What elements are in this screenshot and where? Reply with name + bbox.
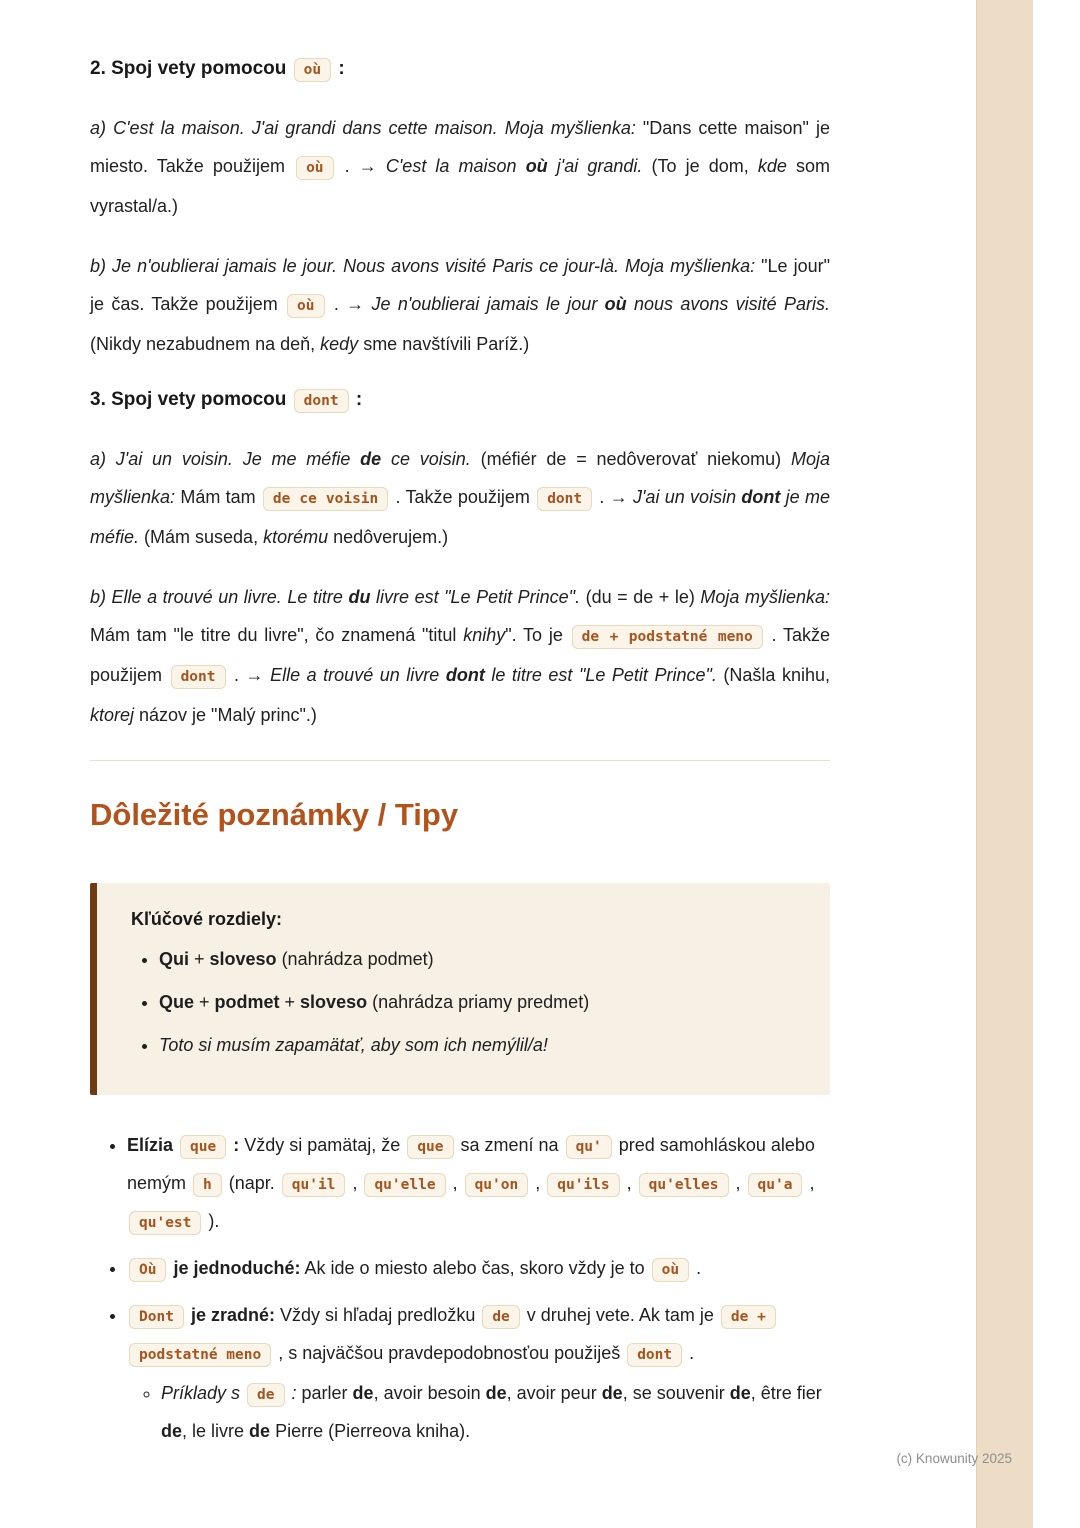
code-chip: que [407, 1135, 453, 1159]
text-segment: sloveso [209, 949, 277, 969]
text-segment: názov je "Malý princ".) [134, 705, 317, 725]
text-segment: ce voisin. [381, 449, 471, 469]
code-chip: qu' [566, 1135, 612, 1159]
code-chip: que [180, 1135, 226, 1159]
text-segment: pred samohláskou alebo nemým [127, 1135, 815, 1193]
paragraph-dont-a [90, 440, 830, 556]
text-segment: de [249, 1421, 271, 1441]
section-divider [90, 760, 830, 761]
text-segment: podmet [214, 992, 280, 1012]
text-segment: Elízia [127, 1135, 179, 1155]
key-differences-callout [90, 883, 830, 1095]
text-segment: b) Elle a trouvé un livre. Le titre [90, 587, 349, 607]
text-segment: "Le jour" je čas. Takže použijem [90, 256, 830, 314]
text-segment: , se souvenir [622, 1383, 730, 1403]
page-edge-strip [976, 0, 1033, 1528]
code-chip: dont [171, 665, 226, 689]
paragraph-ou-a [90, 109, 830, 225]
text-segment: de [485, 1383, 507, 1403]
text-segment: knihy [463, 625, 506, 645]
watermark: (c) Knowunity 2025 [896, 1451, 1012, 1466]
text-segment: + [279, 992, 301, 1012]
paragraph-ou-b [90, 247, 830, 363]
text-segment: sme navštívili Paríž.) [358, 334, 530, 354]
text-segment: Ak ide o miesto alebo čas, skoro vždy je to [300, 1258, 650, 1278]
code-chip: où [652, 1258, 689, 1282]
text-segment: a) J'ai un voisin. Je me méfie [90, 449, 361, 469]
text-segment: (nahrádza podmet) [276, 949, 434, 969]
text-segment: : [350, 389, 363, 410]
callout-item-reminder [159, 1030, 800, 1060]
code-chip: dont [294, 389, 349, 413]
text-segment: sa zmení na [455, 1135, 564, 1155]
code-chip: qu'est [129, 1211, 201, 1235]
text-segment: kedy [320, 334, 359, 354]
code-chip: où [296, 156, 333, 180]
text-segment: . Takže použijem [390, 487, 536, 507]
text-segment: . Takže použijem [90, 625, 831, 685]
code-chip: Dont [129, 1305, 184, 1329]
text-segment: Qui [159, 949, 189, 969]
text-segment: ). [203, 1211, 220, 1231]
code-chip: de [247, 1383, 284, 1407]
text-segment: (nahrádza priamy predmet) [367, 992, 590, 1012]
text-segment: Moja myšlienka: [700, 587, 831, 607]
code-chip: dont [627, 1343, 682, 1367]
callout-title: Kľúčové rozdiely: [131, 909, 282, 929]
text-segment: , avoir peur [506, 1383, 602, 1403]
text-segment: Vždy si hľadaj predložku [274, 1305, 481, 1325]
text-segment: : [228, 1135, 240, 1155]
code-chip: où [287, 294, 324, 318]
code-chip: de [482, 1305, 519, 1329]
code-chip: où [294, 58, 331, 82]
text-segment: dont [741, 487, 781, 507]
tip-ou [127, 1250, 830, 1288]
code-chip: qu'elle [364, 1173, 445, 1197]
text-segment: (du = de + le) [580, 587, 701, 607]
text-segment: 2. Spoj vety pomocou [90, 58, 292, 79]
text-segment: kde [757, 156, 787, 176]
text-segment: Mám tam "le titre du livre", čo znamená "titul [90, 625, 464, 645]
text-segment: . [691, 1258, 702, 1278]
section-heading-dont [90, 385, 830, 416]
tip-elision-text [127, 1135, 815, 1231]
code-chip: de ce voisin [263, 487, 388, 511]
text-segment: de [161, 1421, 183, 1441]
text-segment: som vyrastal/a.) [90, 156, 830, 216]
text-segment: de [360, 449, 382, 469]
code-chip: qu'il [282, 1173, 346, 1197]
text-segment: , le livre [182, 1421, 250, 1441]
section-heading-ou [90, 54, 830, 85]
text-segment: dont [445, 665, 485, 685]
text-segment: + [189, 949, 210, 969]
text-segment: b) Je n'oublierai jamais le jour. Nous avons visité Paris ce jour-là. Moja myšlienka: [90, 256, 762, 276]
text-segment: 3. Spoj vety pomocou [90, 389, 292, 410]
tip-ou-text [127, 1258, 701, 1278]
text-segment: Je n'oublierai jamais le jour [371, 294, 605, 314]
paragraph-dont-b [90, 578, 830, 734]
text-segment: , [347, 1173, 363, 1193]
text-segment: Moja myšlienka: [90, 449, 830, 507]
text-segment: j'ai grandi. [547, 156, 643, 176]
callout-item-qui [159, 944, 800, 974]
text-segment: , [530, 1173, 546, 1193]
text-segment: ktorej [90, 705, 135, 725]
text-segment: parler [296, 1383, 353, 1403]
text-segment: nedôverujem.) [328, 527, 449, 547]
tip-elision [127, 1127, 830, 1241]
text-segment: Pierre (Pierreova kniha). [270, 1421, 471, 1441]
text-segment: : [333, 58, 345, 79]
text-segment: Vždy si pamätaj, že [239, 1135, 406, 1155]
code-chip: qu'ils [547, 1173, 619, 1197]
text-segment: je zradné: [190, 1305, 275, 1325]
text-segment: . → [227, 665, 271, 685]
text-segment: "Dans cette maison" je miesto. Takže použijem [90, 118, 830, 176]
text-segment: nous avons visité Paris. [626, 294, 831, 314]
text-segment: Toto si musím zapamätať, aby som ich nemýlil/a! [159, 1035, 548, 1055]
text-segment: . [684, 1343, 695, 1363]
text-segment: où [525, 156, 548, 176]
code-chip: h [193, 1173, 222, 1197]
text-segment: Que [159, 992, 195, 1012]
text-segment: je me méfie. [90, 487, 830, 547]
text-segment: je jednoduché: [173, 1258, 301, 1278]
text-segment: J'ai un voisin [633, 487, 742, 507]
text-segment: (To je dom, [642, 156, 758, 176]
text-segment: , [730, 1173, 746, 1193]
code-chip: Où [129, 1258, 166, 1282]
content-area [90, 0, 830, 1458]
text-segment: de [601, 1383, 623, 1403]
text-segment: , [621, 1173, 637, 1193]
text-segment: + [194, 992, 215, 1012]
code-chip: qu'elles [639, 1173, 729, 1197]
tip-dont-examples-text [161, 1383, 822, 1441]
text-segment: (Našla knihu, [716, 665, 830, 685]
text-segment: sloveso [300, 992, 368, 1012]
text-segment: . → [326, 294, 372, 314]
text-segment: Príklady s [161, 1383, 246, 1403]
tip-dont-examples [161, 1375, 830, 1449]
text-segment: livre est "Le Petit Prince". [370, 587, 581, 607]
callout-list [131, 944, 800, 1060]
text-segment: . → [594, 487, 633, 507]
text-segment: du [348, 587, 371, 607]
text-segment: , avoir besoin [373, 1383, 486, 1403]
tip-dont-text [127, 1305, 778, 1363]
code-chip: qu'on [465, 1173, 529, 1197]
text-segment: : [286, 1383, 297, 1403]
code-chip: de + podstatné meno [129, 1305, 776, 1367]
code-chip: dont [537, 487, 592, 511]
tip-dont [127, 1297, 830, 1449]
text-segment: de [729, 1383, 751, 1403]
text-segment: , [804, 1173, 815, 1193]
text-segment: Mám tam [175, 487, 261, 507]
tips-list [90, 1127, 830, 1449]
text-segment: (Mám suseda, [139, 527, 264, 547]
tip-dont-sublist [127, 1375, 830, 1449]
text-segment: de [352, 1383, 374, 1403]
text-segment: où [604, 294, 627, 314]
text-segment: . → [335, 156, 386, 176]
text-segment: , [447, 1173, 463, 1193]
text-segment: ktorému [263, 527, 329, 547]
text-segment: (Nikdy nezabudnem na deň, [90, 334, 321, 354]
notes-title: Dôležité poznámky / Tipy [90, 797, 459, 832]
text-segment: v druhej vete. Ak tam je [521, 1305, 719, 1325]
text-segment: Elle a trouvé un livre [270, 665, 446, 685]
text-segment: le titre est "Le Petit Prince". [484, 665, 717, 685]
text-segment: ". To je [505, 625, 570, 645]
callout-item-que [159, 987, 800, 1017]
text-segment: a) C'est la maison. J'ai grandi dans cette maison. Moja myšlienka: [90, 118, 643, 138]
text-segment: , s najväčšou pravdepodobnosťou použiješ [273, 1343, 626, 1363]
text-segment: C'est la maison [385, 156, 526, 176]
text-segment: (méfiér de = nedôverovať niekomu) [470, 449, 791, 469]
text-segment: , être fier [750, 1383, 822, 1403]
code-chip: de + podstatné meno [572, 625, 763, 649]
text-segment: (napr. [223, 1173, 280, 1193]
code-chip: qu'a [748, 1173, 803, 1197]
